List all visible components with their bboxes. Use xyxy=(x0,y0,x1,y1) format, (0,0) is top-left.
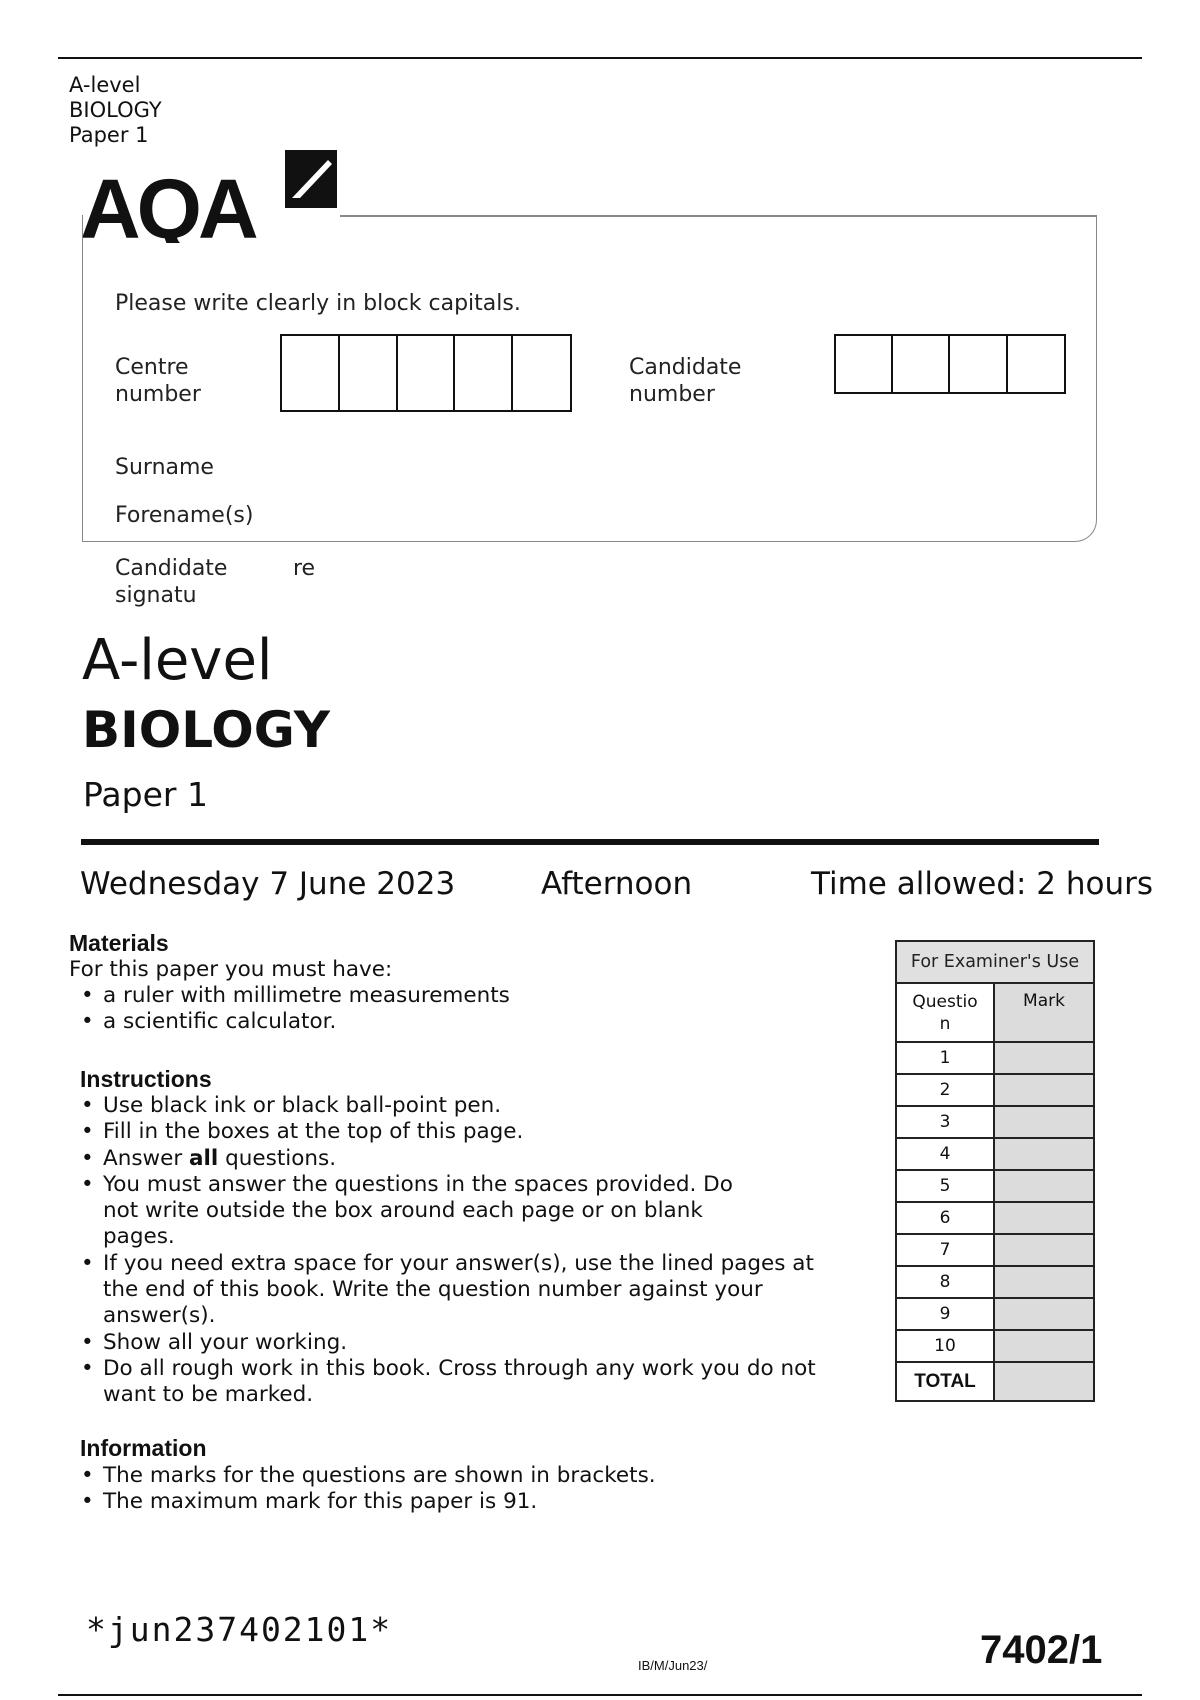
reference-code: IB/M/Jun23/ xyxy=(638,1658,708,1673)
signature-label-line2: signatu xyxy=(115,583,197,608)
centre-number-box[interactable] xyxy=(398,336,455,410)
question-column-header xyxy=(896,983,994,1042)
bottom-rule xyxy=(58,1694,1142,1696)
question-number: 5 xyxy=(896,1170,994,1202)
question-number: 3 xyxy=(896,1106,994,1138)
block-capitals-instruction: Please write clearly in block capitals. xyxy=(115,291,521,316)
instructions-list xyxy=(80,1093,850,1409)
total-mark-cell[interactable] xyxy=(994,1362,1094,1401)
forenames-label: Forename(s) xyxy=(115,503,254,528)
svg-text:AQA: AQA xyxy=(80,162,255,243)
instructions-heading: Instructions xyxy=(80,1066,212,1092)
question-number: 2 xyxy=(896,1074,994,1106)
candidate-number-label xyxy=(629,354,741,408)
mark-cell[interactable] xyxy=(994,1170,1094,1202)
list-item: • If you need extra space for your answer(s), use the lined pages at the end of this book. Write the question number against your answer(s). xyxy=(80,1251,843,1330)
candidate-label-line1: Candidate xyxy=(629,355,742,380)
list-item: • Do all rough work in this book. Cross through any work you do not want to be marked. xyxy=(80,1356,823,1409)
information-list xyxy=(80,1463,840,1516)
list-item: • Use black ink or black ball-point pen. xyxy=(80,1093,850,1119)
candidate-number-box[interactable] xyxy=(950,336,1008,392)
mark-cell[interactable] xyxy=(994,1330,1094,1362)
header-paper: Paper 1 xyxy=(69,123,149,147)
header-qualification: A-level xyxy=(69,73,141,97)
mark-cell[interactable] xyxy=(994,1266,1094,1298)
candidate-number-boxes xyxy=(834,334,1066,394)
centre-number-box[interactable] xyxy=(340,336,398,410)
question-number: 10 xyxy=(896,1330,994,1362)
table-row xyxy=(896,1042,1094,1074)
question-header-line1: Questio xyxy=(912,992,978,1012)
table-row xyxy=(896,1138,1094,1170)
examiner-table-title: For Examiner's Use xyxy=(896,941,1094,983)
mark-column-header: Mark xyxy=(994,983,1094,1042)
centre-number-box[interactable] xyxy=(282,336,340,410)
list-item: • Show all your working. xyxy=(80,1330,850,1356)
title-paper: Paper 1 xyxy=(83,775,208,814)
exam-session: Afternoon xyxy=(541,866,693,902)
question-header-line2: n xyxy=(939,1014,951,1034)
table-row xyxy=(896,1298,1094,1330)
answer-emphasis: all xyxy=(189,1145,219,1171)
surname-field[interactable] xyxy=(290,448,1080,484)
information-heading: Information xyxy=(80,1435,207,1461)
question-number: 9 xyxy=(896,1298,994,1330)
mark-cell[interactable] xyxy=(994,1042,1094,1074)
signature-label xyxy=(115,555,227,609)
table-row xyxy=(896,1234,1094,1266)
list-item-answer-all xyxy=(80,1146,850,1172)
centre-number-boxes xyxy=(280,334,572,412)
list-item: • a ruler with millimetre measurements xyxy=(80,983,640,1009)
signature-label-line1: Candidate xyxy=(115,556,228,581)
list-item: • Fill in the boxes at the top of this page. xyxy=(80,1119,850,1145)
list-item: • You must answer the questions in the spaces provided. Do not write outside the box around each page or on blank pages. xyxy=(80,1172,773,1251)
materials-heading: Materials xyxy=(69,930,169,956)
table-row xyxy=(896,1106,1094,1138)
question-number: 6 xyxy=(896,1202,994,1234)
total-label: TOTAL xyxy=(896,1362,994,1401)
candidate-label-line2: number xyxy=(629,382,715,407)
question-number: 1 xyxy=(896,1042,994,1074)
table-row xyxy=(896,1202,1094,1234)
title-divider xyxy=(81,839,1099,845)
question-number: 8 xyxy=(896,1266,994,1298)
list-item: • The maximum mark for this paper is 91. xyxy=(80,1489,840,1515)
mark-cell[interactable] xyxy=(994,1234,1094,1266)
signature-label-fragment: re xyxy=(293,556,316,581)
materials-intro: For this paper you must have: xyxy=(69,957,393,982)
list-item: • a scientific calculator. xyxy=(80,1009,640,1035)
top-rule xyxy=(58,57,1142,59)
table-row xyxy=(896,1266,1094,1298)
materials-list xyxy=(80,983,640,1036)
paper-code: 7402/1 xyxy=(980,1628,1103,1672)
question-number: 7 xyxy=(896,1234,994,1266)
surname-label: Surname xyxy=(115,455,214,480)
candidate-number-box[interactable] xyxy=(1008,336,1064,392)
question-number: 4 xyxy=(896,1138,994,1170)
barcode-text: *jun237402101* xyxy=(86,1610,393,1649)
candidate-number-box[interactable] xyxy=(836,336,893,392)
table-row-total xyxy=(896,1362,1094,1401)
table-row xyxy=(896,1330,1094,1362)
mark-cell[interactable] xyxy=(994,1298,1094,1330)
answer-suffix: questions. xyxy=(218,1145,337,1171)
table-row xyxy=(896,1170,1094,1202)
header-block xyxy=(69,73,162,148)
centre-label-line1: Centre xyxy=(115,355,189,380)
examiner-use-table xyxy=(895,940,1095,1402)
mark-cell[interactable] xyxy=(994,1106,1094,1138)
signature-field[interactable] xyxy=(330,550,930,590)
title-level: A-level xyxy=(82,628,273,693)
forenames-field[interactable] xyxy=(290,496,1080,532)
centre-label-line2: number xyxy=(115,382,201,407)
title-subject: BIOLOGY xyxy=(82,701,330,759)
candidate-number-box[interactable] xyxy=(893,336,950,392)
mark-cell[interactable] xyxy=(994,1074,1094,1106)
centre-number-label xyxy=(115,354,201,408)
exam-date: Wednesday 7 June 2023 xyxy=(80,866,456,902)
list-item: • The marks for the questions are shown in brackets. xyxy=(80,1463,840,1489)
mark-cell[interactable] xyxy=(994,1202,1094,1234)
mark-cell[interactable] xyxy=(994,1138,1094,1170)
centre-number-box[interactable] xyxy=(513,336,570,410)
header-subject: BIOLOGY xyxy=(69,98,162,122)
centre-number-box[interactable] xyxy=(455,336,513,410)
answer-prefix: Answer xyxy=(103,1145,190,1171)
table-row xyxy=(896,1074,1094,1106)
time-allowed: Time allowed: 2 hours xyxy=(811,866,1154,902)
